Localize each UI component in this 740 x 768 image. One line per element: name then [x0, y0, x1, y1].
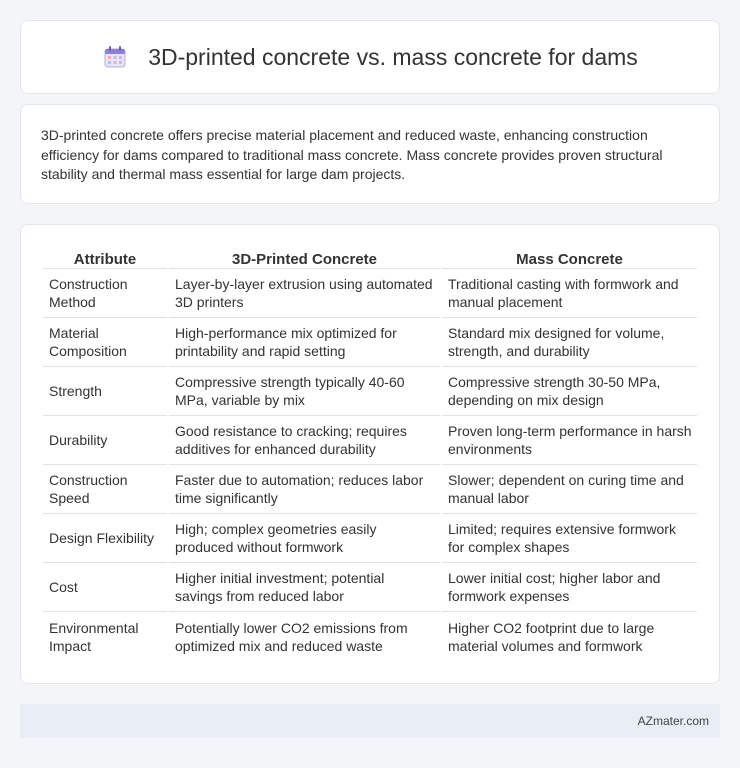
printed-cell: Good resistance to cracking; requires additives for enhanced durability — [169, 416, 440, 465]
intro-card — [20, 104, 720, 204]
header-mass-concrete: Mass Concrete — [442, 245, 697, 269]
comparison-table-card — [20, 224, 720, 684]
table-row — [43, 465, 697, 514]
header-3d-printed: 3D-Printed Concrete — [169, 245, 440, 269]
attribute-cell: Strength — [43, 367, 167, 416]
mass-cell: Lower initial cost; higher labor and formwork expenses — [442, 563, 697, 612]
printed-cell: Faster due to automation; reduces labor time significantly — [169, 465, 440, 514]
table-row — [43, 612, 697, 661]
table-row — [43, 416, 697, 465]
page-title: 3D-printed concrete vs. mass concrete for dams — [148, 43, 638, 70]
printed-cell: High; complex geometries easily produced without formwork — [169, 514, 440, 563]
mass-cell: Limited; requires extensive formwork for complex shapes — [442, 514, 697, 563]
mass-cell: Slower; dependent on curing time and manual labor — [442, 465, 697, 514]
printed-cell: Layer-by-layer extrusion using automated 3D printers — [169, 269, 440, 318]
table-row — [43, 318, 697, 367]
printed-cell: Compressive strength typically 40-60 MPa, variable by mix — [169, 367, 440, 416]
title-card — [20, 20, 720, 94]
attribute-cell: Design Flexibility — [43, 514, 167, 563]
table-row — [43, 269, 697, 318]
footer-brand[interactable]: AZmater.com — [637, 714, 709, 728]
table-header-row — [43, 245, 697, 269]
header-attribute: Attribute — [43, 245, 167, 269]
footer — [20, 704, 720, 738]
intro-text: 3D-printed concrete offers precise material placement and reduced waste, enhancing construction efficiency for dams compared to traditional mass concrete. Mass concrete provides proven structural stability and thermal mass essential for large dam projects. — [41, 127, 663, 182]
attribute-cell: Cost — [43, 563, 167, 612]
printed-cell: Higher initial investment; potential savings from reduced labor — [169, 563, 440, 612]
table-row — [43, 367, 697, 416]
calendar-icon — [102, 44, 128, 70]
mass-cell: Compressive strength 30-50 MPa, depending on mix design — [442, 367, 697, 416]
printed-cell: Potentially lower CO2 emissions from optimized mix and reduced waste — [175, 619, 408, 654]
mass-cell: Standard mix designed for volume, strength, and durability — [442, 318, 697, 367]
attribute-cell: Durability — [43, 416, 167, 465]
mass-cell: Proven long-term performance in harsh environments — [442, 416, 697, 465]
mass-cell: Traditional casting with formwork and manual placement — [442, 269, 697, 318]
attribute-cell: Environmental Impact — [49, 619, 139, 654]
attribute-cell: Material Composition — [43, 318, 167, 367]
printed-cell: High-performance mix optimized for printability and rapid setting — [169, 318, 440, 367]
comparison-table — [41, 245, 699, 661]
attribute-cell: Construction Method — [43, 269, 167, 318]
table-row — [43, 563, 697, 612]
mass-cell: Higher CO2 footprint due to large material volumes and formwork — [448, 619, 655, 654]
attribute-cell: Construction Speed — [43, 465, 167, 514]
table-row — [43, 514, 697, 563]
